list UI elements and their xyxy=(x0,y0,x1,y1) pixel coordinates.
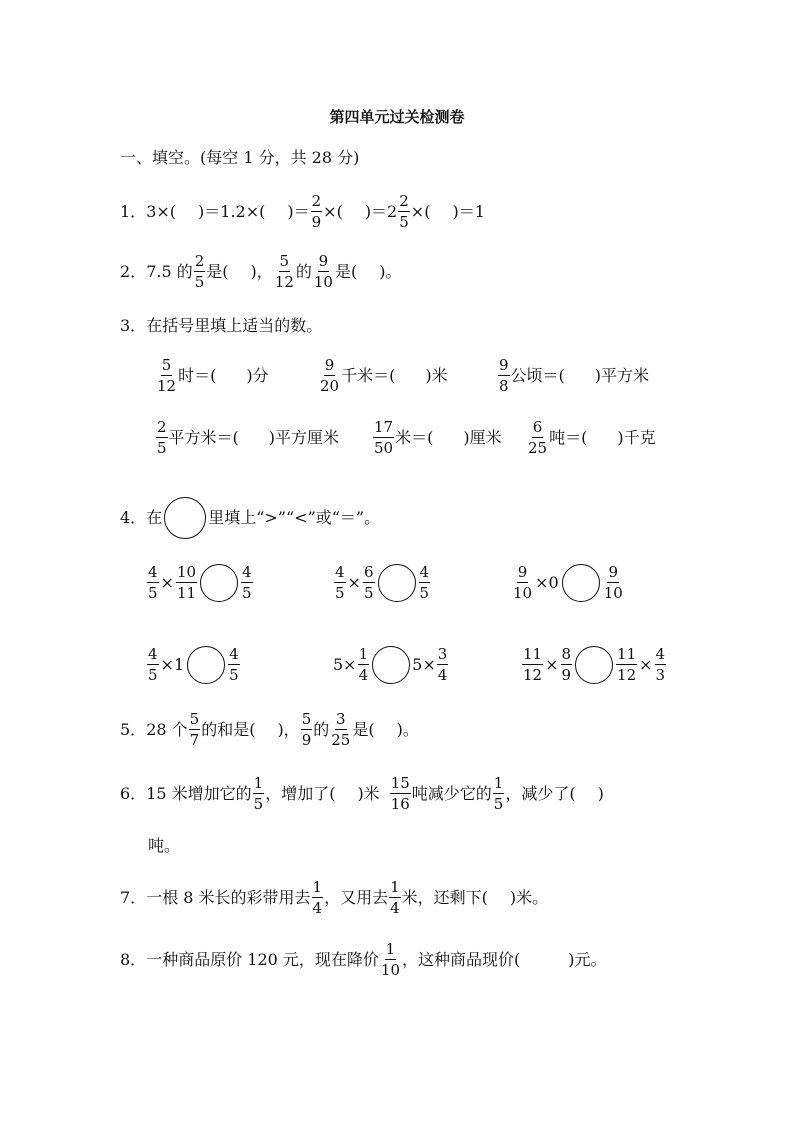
fraction: $\frac{4}{5}$ xyxy=(335,563,345,602)
fraction: $\frac{2}{5}$ xyxy=(194,252,205,291)
compare-circle[interactable] xyxy=(372,646,410,684)
fraction: $\frac{6}{5}$ xyxy=(363,563,374,602)
fraction: $\frac{4}{5}$ xyxy=(148,645,158,684)
compare-item: $\frac{9}{10}$ ×0 $\frac{9}{10}$ xyxy=(513,563,623,602)
circle-icon xyxy=(164,497,206,539)
fraction: $\frac{9}{10}$ xyxy=(603,563,623,602)
fraction: $\frac{1}{4}$ xyxy=(312,878,323,917)
question-7: 7． 一根 8 米长的彩带用去 $\frac{1}{4}$ ，又用去 $\frac{1}{4}$ 米，还剩下( )米。 xyxy=(120,878,549,917)
compare-circle[interactable] xyxy=(562,564,600,602)
fraction: $\frac{9}{20}$ xyxy=(320,356,340,395)
question-1: 1． 3×( )＝1.2×( )＝ $\frac{2}{9}$ ×( )＝2 $\frac{2}{5}$ ×( )＝1 xyxy=(120,192,485,231)
fraction: $\frac{4}{5}$ xyxy=(148,563,158,602)
fraction: $\frac{17}{50}$ xyxy=(374,418,394,457)
fraction: $\frac{3}{25}$ xyxy=(331,710,351,749)
question-2: 2． 7.5 的 $\frac{2}{5}$ 是( )， $\frac{5}{12}$ 的 $\frac{9}{10}$ 是( )。 xyxy=(120,252,402,291)
fraction: $\frac{4}{5}$ xyxy=(242,563,252,602)
page-title: 第四单元过关检测卷 xyxy=(329,108,465,126)
compare-circle[interactable] xyxy=(187,646,225,684)
fraction: $\frac{6}{25}$ xyxy=(528,418,548,457)
fraction: $\frac{10}{11}$ xyxy=(176,563,197,602)
conversion-item: $\frac{9}{8}$ 公顷＝( )平方米 xyxy=(499,356,650,395)
fraction: $\frac{1}{4}$ xyxy=(358,645,369,684)
fraction: $\frac{2}{5}$ xyxy=(399,192,409,231)
fraction: $\frac{2}{5}$ xyxy=(157,418,167,457)
fraction: $\frac{11}{12}$ xyxy=(617,645,637,684)
fraction: $\frac{9}{8}$ xyxy=(499,356,509,395)
question-4: 4． 在 里填上“>”“<”或“＝”。 xyxy=(120,496,380,540)
section-heading: 一、填空。(每空 1 分，共 28 分) xyxy=(120,148,360,167)
conversion-item: $\frac{9}{20}$ 千米＝( )米 xyxy=(320,356,448,395)
question-8: 8． 一种商品原价 120 元，现在降价 $\frac{1}{10}$ ，这种商品现价( )元。 xyxy=(120,940,607,979)
compare-circle[interactable] xyxy=(200,564,238,602)
fraction: $\frac{11}{12}$ xyxy=(523,645,543,684)
compare-item: $\frac{4}{5}$ × $\frac{10}{11}$ $\frac{4}{5}$ xyxy=(148,563,252,602)
fraction: $\frac{15}{16}$ xyxy=(390,774,410,813)
fraction: $\frac{1}{5}$ xyxy=(493,774,504,813)
fraction: $\frac{5}{12}$ xyxy=(157,356,177,395)
question-3: 3． 在括号里填上适当的数。 xyxy=(120,316,323,335)
fraction: $\frac{4}{5}$ xyxy=(229,645,239,684)
compare-circle[interactable] xyxy=(378,564,416,602)
compare-item: $\frac{4}{5}$ ×1 $\frac{4}{5}$ xyxy=(148,645,239,684)
fraction: $\frac{1}{5}$ xyxy=(253,774,264,813)
fraction: $\frac{8}{9}$ xyxy=(561,645,572,684)
conversion-item: $\frac{6}{25}$ 吨＝( )千克 xyxy=(528,418,656,457)
compare-circle[interactable] xyxy=(575,646,613,684)
fraction: $\frac{4}{5}$ xyxy=(419,563,430,602)
question-6: 6． 15 米增加它的 $\frac{1}{5}$ ，增加了( )米 $\frac{15}{16}$ 吨减少它的 $\frac{1}{5}$ ，减少了( ) xyxy=(120,774,604,813)
question-5: 5． 28 个 $\frac{5}{7}$ 的和是( )， $\frac{5}{9}$ 的 $\frac{3}{25}$ 是( )。 xyxy=(120,710,419,749)
fraction: $\frac{5}{9}$ xyxy=(301,710,312,749)
fraction: $\frac{2}{9}$ xyxy=(311,192,322,231)
fraction: $\frac{1}{10}$ xyxy=(380,940,400,979)
fraction: $\frac{9}{10}$ xyxy=(513,563,533,602)
fraction: $\frac{9}{10}$ xyxy=(313,252,333,291)
fraction: $\frac{5}{7}$ xyxy=(189,710,200,749)
fraction: $\frac{5}{12}$ xyxy=(274,252,294,291)
compare-item: $\frac{4}{5}$ × $\frac{6}{5}$ $\frac{4}{5}$ xyxy=(335,563,430,602)
compare-item: 5× $\frac{1}{4}$ 5× $\frac{3}{4}$ xyxy=(333,645,448,684)
question-6-continued: 吨。 xyxy=(148,836,181,855)
fraction: $\frac{3}{4}$ xyxy=(437,645,448,684)
compare-item: $\frac{11}{12}$ × $\frac{8}{9}$ $\frac{11}{12}$ × $\frac{4}{3}$ xyxy=(523,645,666,684)
conversion-item: $\frac{5}{12}$ 时＝( )分 xyxy=(157,356,269,395)
conversion-item: $\frac{2}{5}$ 平方米＝( )平方厘米 xyxy=(157,418,340,457)
conversion-item: $\frac{17}{50}$ 米＝( )厘米 xyxy=(374,418,502,457)
fraction: $\frac{1}{4}$ xyxy=(390,878,400,917)
fraction: $\frac{4}{3}$ xyxy=(655,645,666,684)
